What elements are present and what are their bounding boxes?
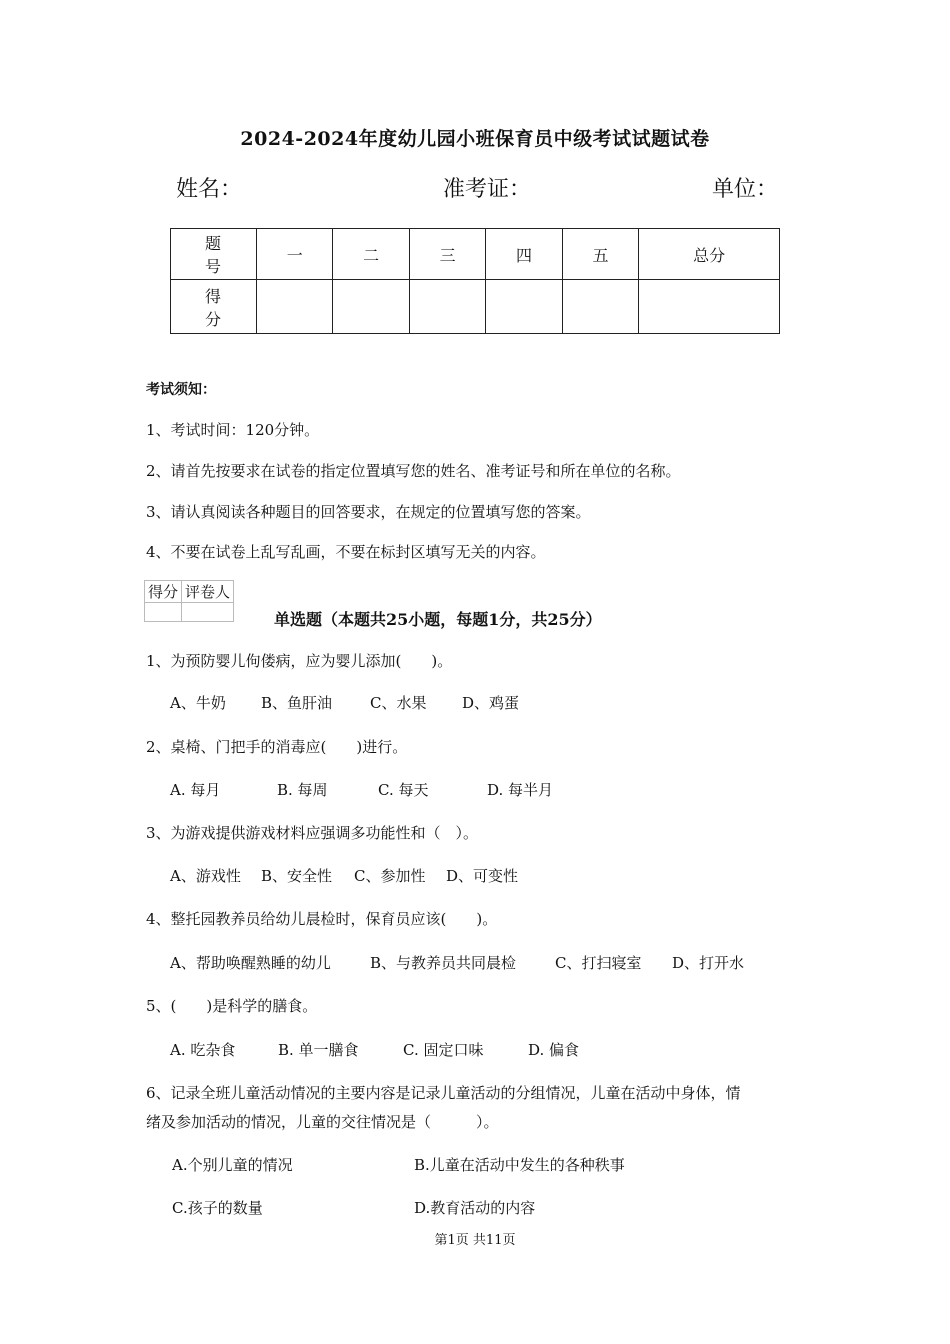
option: D. 每半月 [487,781,554,799]
question-stem: 1、为预防婴儿佝偻病，应为婴儿添加( )。 [146,652,453,670]
name-field-label: 姓名： [176,177,243,202]
option: C、打扫寝室 [555,954,642,972]
unit-field-label: 单位： [712,177,779,202]
notice-item: 1、考试时间：120分钟。 [146,421,320,439]
option: A. 每月 [170,781,221,799]
option: B. 单一膳食 [278,1041,359,1059]
score-table-header-row [171,229,780,280]
option: B.儿童在活动中发生的各种秩事 [414,1156,625,1174]
page-footer: 第1页 共11页 [434,1233,516,1248]
option: C.孩子的数量 [172,1199,263,1217]
header-cell: 题 号 [171,229,257,280]
option: D. 偏食 [528,1041,580,1059]
score-table [170,228,780,334]
option: D、鸡蛋 [462,694,520,712]
question-stem: 4、整托园教养员给幼儿晨检时，保育员应该( )。 [146,910,498,928]
score-table-score-row [171,280,780,334]
notice-item: 3、请认真阅读各种题目的回答要求，在规定的位置填写您的答案。 [146,503,591,521]
option: A. 吃杂食 [170,1041,236,1059]
question-stem: 2、桌椅、门把手的消毒应( )进行。 [146,738,408,756]
question-stem-continued: 绪及参加活动的情况，儿童的交往情况是（ ）。 [146,1113,499,1131]
option: A.个别儿童的情况 [172,1156,293,1174]
page-title: 2024-2024年度幼儿园小班保育员中级考试试题试卷 [240,128,710,150]
option: A、牛奶 [170,694,226,712]
section-title: 单选题（本题共25小题，每题1分，共25分） [274,610,602,629]
exam-id-field-label: 准考证： [443,177,532,202]
grader-box-cell [145,603,182,622]
score-cell [333,280,409,334]
score-cell [486,280,562,334]
option: A、游戏性 [170,867,241,885]
option: C. 固定口味 [403,1041,484,1059]
option: B、与教养员共同晨检 [370,954,517,972]
option: D、打开水 [672,954,745,972]
header-cell: 总分 [639,229,780,280]
notice-heading: 考试须知： [146,382,216,398]
grader-box-score-label: 得分 [145,581,182,603]
option: B、鱼肝油 [261,694,333,712]
score-cell [409,280,485,334]
header-cell: 二 [333,229,409,280]
score-cell [639,280,780,334]
option: D、可变性 [446,867,519,885]
notice-item: 2、请首先按要求在试卷的指定位置填写您的姓名、准考证号和所在单位的名称。 [146,462,681,480]
question-stem: 6、记录全班儿童活动情况的主要内容是记录儿童活动的分组情况，儿童在活动中身体，情 [146,1084,741,1102]
question-stem: 5、( )是科学的膳食。 [146,997,318,1015]
grader-box-grader-label: 评卷人 [182,581,234,603]
option: B、安全性 [261,867,333,885]
score-cell [257,280,333,334]
header-cell: 三 [409,229,485,280]
option: C、参加性 [354,867,426,885]
grader-box-cell [182,603,234,622]
option: C. 每天 [378,781,429,799]
header-cell: 五 [562,229,638,280]
header-cell: 四 [486,229,562,280]
question-stem: 3、为游戏提供游戏材料应强调多功能性和（ ）。 [146,824,479,842]
option: A、帮助唤醒熟睡的幼儿 [170,954,331,972]
notice-item: 4、不要在试卷上乱写乱画，不要在标封区填写无关的内容。 [146,543,546,561]
header-cell: 一 [257,229,333,280]
option: D.教育活动的内容 [414,1199,536,1217]
option: B. 每周 [277,781,328,799]
score-cell [562,280,638,334]
grader-box [144,580,234,622]
option: C、水果 [370,694,427,712]
score-row-label: 得 分 [171,280,257,334]
